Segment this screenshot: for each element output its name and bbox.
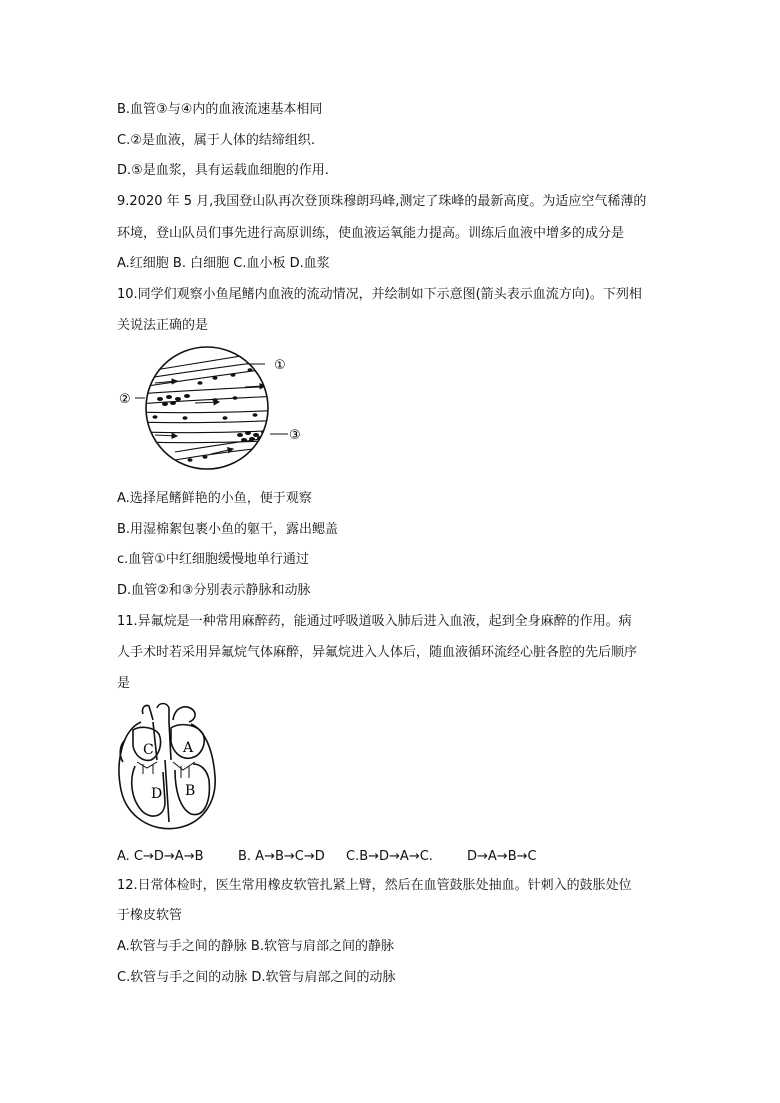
q9-stem-line2: 环境，登山队员们事先进行高原训练，使血液运氧能力提高。训练后血液中增多的成分是: [117, 226, 625, 241]
q12-stem-line1: 12.日常体检时，医生常用橡皮软管扎紧上臂，然后在血管鼓胀处抽血。针刺入的鼓胀处位: [117, 878, 632, 893]
q11-option-c: C.B→D→A→C.: [346, 849, 433, 864]
q10-option-a: A.选择尾鳍鲜艳的小鱼，便于观察: [117, 491, 312, 506]
q8-option-b: B.血管③与④内的血液流速基本相同: [117, 102, 323, 117]
q10-option-c: c.血管①中红细胞缓慢地单行通过: [117, 552, 309, 567]
q11-option-d: D→A→B→C: [467, 849, 537, 864]
q10-stem-line1: 10.同学们观察小鱼尾鳍内血液的流动情况，并绘制如下示意图(箭头表示血流方向)。下列相: [117, 287, 642, 302]
q11-option-a: A. C→D→A→B: [117, 849, 204, 864]
label-chamber-c: C: [143, 742, 154, 758]
q9-stem-line1: 9.2020 年 5 月,我国登山队再次登顶珠穆朗玛峰,测定了珠峰的最新高度。为适应空气稀薄的: [117, 194, 647, 209]
q8-option-c: C.②是血液，属于人体的结缔组织.: [117, 133, 315, 148]
label-chamber-d: D: [151, 786, 163, 802]
q12-options-cd: C.软管与手之间的动脉 D.软管与肩部之间的动脉: [117, 970, 396, 985]
q11-stem-line1: 11.异氟烷是一种常用麻醉药，能通过呼吸道吸入肺后进入血液，起到全身麻醉的作用。病: [117, 614, 632, 629]
label-vessel-1: ①: [274, 358, 286, 373]
label-chamber-a: A: [183, 740, 194, 756]
heart-diagram-figure: [113, 700, 223, 834]
label-vessel-2: ②: [119, 392, 131, 407]
q10-option-d: D.血管②和③分别表示静脉和动脉: [117, 583, 311, 598]
q9-options: A.红细胞 B. 白细胞 C.血小板 D.血浆: [117, 256, 330, 271]
q12-options-ab: A.软管与手之间的静脉 B.软管与肩部之间的静脉: [117, 939, 394, 954]
q10-option-b: B.用湿棉絮包裹小鱼的躯干，露出鳃盖: [117, 522, 339, 537]
q12-stem-line2: 于橡皮软管: [117, 908, 183, 923]
q11-stem-line3: 是: [117, 676, 131, 691]
q10-stem-line2: 关说法正确的是: [117, 318, 209, 333]
q11-stem-line2: 人手术时若采用异氟烷气体麻醉，异氟烷进入人体后，随血液循环流经心脏各腔的先后顺序: [117, 645, 638, 660]
label-chamber-b: B: [185, 783, 196, 799]
q8-option-d: D.⑤是血浆，具有运载血细胞的作用.: [117, 163, 329, 178]
q11-option-b: B. A→B→C→D: [238, 849, 325, 864]
label-vessel-3: ③: [289, 428, 301, 443]
fish-tail-blood-flow-figure: [115, 342, 315, 474]
